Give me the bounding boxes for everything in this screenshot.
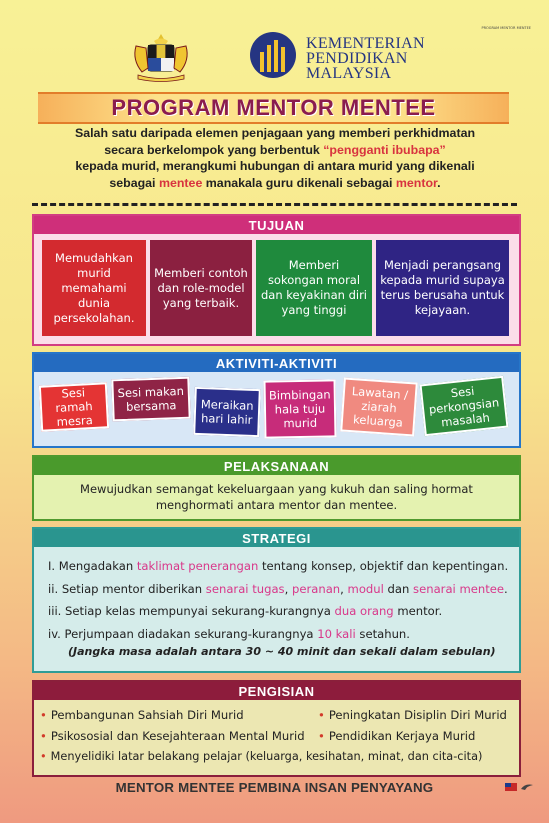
strategi-item-2 [48,578,508,601]
tujuan-box-2: Memberi contoh dan role-model yang terbaik. [150,240,252,336]
bullet-icon: • [40,708,47,722]
intro-line-3: kepada murid, merangkumi hubungan di antara murid yang dikenali [75,159,475,173]
highlight-mentor: mentor [395,175,438,190]
malaysia-crest-icon [130,32,192,84]
tujuan-section [32,214,521,346]
strategi-text: setahun. [355,626,410,641]
bird-icon [521,785,533,791]
strategi-highlight: dua orang [334,604,394,618]
intro-text: . [437,175,441,190]
strategi-text: ii. Setiap mentor diberikan [48,581,206,596]
corner-label: PROGRAM MENTOR MENTEE [481,26,531,30]
strategi-text: dan [383,581,414,596]
pengisian-text: Psikososial dan Kesejahteraan Mental Murid [50,729,305,743]
strategi-text: . [504,581,508,596]
title-banner [38,92,509,124]
strategi-text: , [340,581,348,596]
tujuan-box-1: Memudahkan murid memahami dunia persekolahan. [42,240,146,336]
intro-text: manakala guru dikenali sebagai [202,175,396,190]
highlight-mentee: mentee [158,175,203,190]
aktiviti-card-4: Bimbingan hala tuju murid [263,379,336,438]
strategi-highlight: senarai tugas [205,581,285,596]
strategi-text: iii. Setiap kelas mempunyai sekurang-kurangnya [48,604,335,618]
strategi-highlight: 10 kali [317,626,356,641]
pengisian-section [32,680,521,777]
aktiviti-section [32,352,521,448]
aktiviti-card-1: Sesi ramah mesra [39,382,109,431]
strategi-item-3 [48,600,508,623]
highlight-pengganti: “pengganti ibubapa” [323,142,446,157]
pengisian-text: Pembangunan Sahsiah Diri Murid [50,708,244,722]
ministry-line-3: MALAYSIA [306,65,392,82]
pengisian-text: Peningkatan Disiplin Diri Murid [328,708,507,722]
strategi-highlight: peranan [291,581,341,596]
strategi-text: mentor. [393,604,443,618]
tujuan-box-3: Memberi sokongan moral dan keyakinan diri yang tinggi [256,240,372,336]
footer-slogan: MENTOR MENTEE PEMBINA INSAN PENYAYANG [115,780,434,795]
bullet-icon: • [40,750,47,763]
pengisian-item-5 [40,750,482,763]
pengisian-text: Menyelidiki latar belakang pelajar (keluarga, kesihatan, minat, dan cita-cita) [50,750,483,763]
ministry-line-1: KEMENTERIAN [306,35,425,52]
pelaksanaan-section [32,455,521,521]
intro-text: secara berkelompok yang berbentuk [104,142,324,157]
ministry-name [306,36,425,81]
pengisian-item-3 [40,729,305,743]
intro-line-4 [20,175,530,192]
divider [32,203,517,206]
tujuan-heading: TUJUAN [34,216,519,234]
aktiviti-heading: AKTIVITI-AKTIVITI [34,354,519,372]
pengisian-text: Pendidikan Kerjaya Murid [328,729,476,743]
strategi-item-1 [48,555,508,578]
pengisian-item-4 [318,729,475,743]
bullet-icon: • [318,729,325,743]
strategi-section [32,527,521,673]
bullet-icon: • [318,708,325,722]
aktiviti-card-3: Meraikan hari lahir [193,387,261,437]
poster-title: PROGRAM MENTOR MENTEE [111,95,436,120]
footer-logos [505,782,535,792]
strategi-text: , [284,581,292,596]
strategi-text: tentang konsep, objektif dan kepentingan. [258,559,509,573]
pengisian-heading: PENGISIAN [34,682,519,700]
aktiviti-card-6: Sesi perkongsian masalah [420,376,509,436]
intro-line-2 [20,142,530,159]
intro-text: sebagai [109,175,159,190]
pengisian-item-2 [318,708,507,722]
strategi-text: iv. Perjumpaan diadakan sekurang-kurangnya [48,626,318,641]
strategi-note: (Jangka masa adalah antara 30 ~ 40 minit dan sekali dalam sebulan) [68,645,496,658]
strategi-list [48,555,508,658]
strategi-heading: STRATEGI [34,529,519,547]
strategi-text: I. Mengadakan [48,559,137,573]
flag-icon [505,783,517,791]
strategi-highlight: taklimat penerangan [136,559,259,573]
intro-line-1: Salah satu daripada elemen penjagaan yang memberi perkhidmatan [74,126,476,140]
strategi-highlight: senarai mentee [413,581,505,596]
pelaksanaan-line-1: Mewujudkan semangat kekeluargaan yang kukuh dan saling hormat [80,482,473,496]
strategi-item-4 [48,623,508,646]
pelaksanaan-line-2: menghormati antara mentor dan mentee. [155,498,398,512]
aktiviti-card-5: Lawatan / ziarah keluarga [340,377,418,436]
ministry-line-2: PENDIDIKAN [306,50,408,67]
pelaksanaan-text [34,481,519,513]
kpm-logo-icon [248,30,298,80]
pelaksanaan-heading: PELAKSANAAN [34,457,519,475]
tujuan-box-4: Menjadi perangsang kepada murid supaya terus berusaha untuk kejayaan. [376,240,509,336]
aktiviti-card-2: Sesi makan bersama [111,377,190,422]
pengisian-item-1 [40,708,244,722]
strategi-highlight: modul [347,581,384,596]
intro-paragraph [20,125,530,191]
bullet-icon: • [40,729,47,743]
